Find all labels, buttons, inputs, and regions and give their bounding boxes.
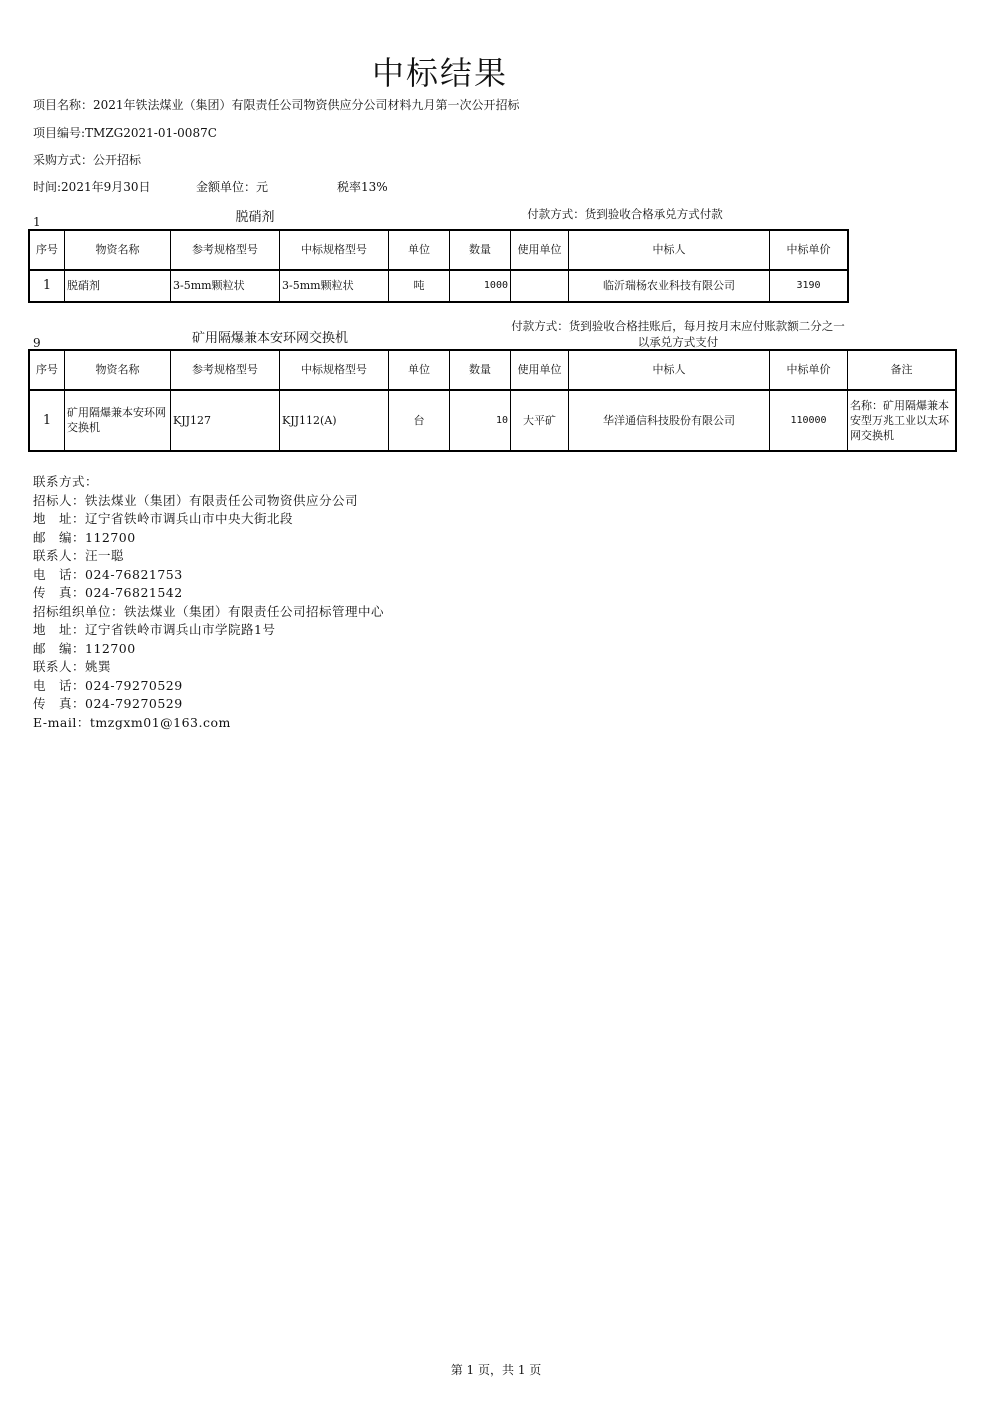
project-number: 项目编号:TMZG2021-01-0087C xyxy=(33,126,217,140)
bid-table-2 xyxy=(29,350,956,451)
cell-remark: 名称：矿用隔爆兼本安型万兆工业以太环网交换机 xyxy=(848,390,956,451)
payment-terms: 付款方式：货到验收合格挂账后，每月按月末应付账款额二分之一以承兑方式支付 xyxy=(511,319,845,349)
cell-price: 3190 xyxy=(770,270,848,302)
group-title: 脱硝剂 xyxy=(235,210,275,225)
table-header-row xyxy=(30,351,956,390)
group-number: 1 xyxy=(33,215,41,229)
payment-terms: 付款方式：货到验收合格承兑方式付款 xyxy=(527,207,723,221)
header-cell: 参考规格型号 xyxy=(171,351,280,390)
cell-ref-spec: 3-5mm颗粒状 xyxy=(171,270,280,302)
currency-unit: 金额单位：元 xyxy=(196,180,269,194)
contact-line: 传 真：024-76821542 xyxy=(33,585,183,600)
contact-line: 联系人：汪一聪 xyxy=(33,548,125,563)
group-title: 矿用隔爆兼本安环网交换机 xyxy=(191,331,348,346)
contact-email: E-mail：tmzgxm01@163.com xyxy=(33,714,231,730)
cell-bid-spec: 3-5mm颗粒状 xyxy=(280,270,389,302)
header-cell: 物资名称 xyxy=(65,351,171,390)
date: 时间:2021年9月30日 xyxy=(33,180,151,194)
table-header-row xyxy=(30,231,848,270)
header-cell: 中标单价 xyxy=(770,351,848,390)
contact-line: 联系人：姚巽 xyxy=(33,659,112,674)
cell-seq: 1 xyxy=(30,270,65,302)
cell-unit: 台 xyxy=(389,390,450,451)
procurement-method: 采购方式：公开招标 xyxy=(33,153,142,167)
contact-line: 电 话：024-79270529 xyxy=(33,677,183,693)
contact-line: 地 址：辽宁省铁岭市调兵山市中央大街北段 xyxy=(33,511,294,526)
contact-line: 邮 编：112700 xyxy=(33,640,136,656)
cell-seq: 1 xyxy=(30,390,65,451)
page-footer: 第 1 页，共 1 页 xyxy=(450,1363,542,1377)
header-cell: 物资名称 xyxy=(65,231,171,270)
cell-quantity: 1000 xyxy=(450,270,511,302)
table-row xyxy=(30,270,848,302)
header-cell: 中标单价 xyxy=(770,231,848,270)
contact-line: 地 址：辽宁省铁岭市调兵山市学院路1号 xyxy=(33,622,276,637)
header-cell: 中标人 xyxy=(569,231,770,270)
header-cell: 数量 xyxy=(450,351,511,390)
contact-line: 招标组织单位：铁法煤业（集团）有限责任公司招标管理中心 xyxy=(33,603,385,619)
cell-price: 110000 xyxy=(770,390,848,451)
tax-rate: 税率13% xyxy=(337,180,388,194)
contact-heading: 联系方式： xyxy=(33,474,99,489)
contact-line: 传 真：024-79270529 xyxy=(33,696,183,711)
cell-winner: 临沂瑞杨农业科技有限公司 xyxy=(569,270,770,302)
cell-quantity: 10 xyxy=(450,390,511,451)
cell-bid-spec: KJJ112(A) xyxy=(280,390,389,451)
cell-winner: 华洋通信科技股份有限公司 xyxy=(569,390,770,451)
cell-ref-spec: KJJ127 xyxy=(171,390,280,451)
header-cell: 中标规格型号 xyxy=(280,231,389,270)
header-cell: 使用单位 xyxy=(511,351,569,390)
cell-material: 脱硝剂 xyxy=(65,270,171,302)
header-cell: 中标规格型号 xyxy=(280,351,389,390)
contact-line: 邮 编：112700 xyxy=(33,529,136,545)
header-cell: 数量 xyxy=(450,231,511,270)
cell-unit: 吨 xyxy=(389,270,450,302)
header-cell: 序号 xyxy=(30,231,65,270)
header-cell: 序号 xyxy=(30,351,65,390)
cell-user: 大平矿 xyxy=(511,390,569,451)
project-name: 项目名称：2021年铁法煤业（集团）有限责任公司物资供应分公司材料九月第一次公开招标 xyxy=(33,98,520,112)
table-row xyxy=(30,390,956,451)
group-number: 9 xyxy=(33,336,41,350)
contact-line: 招标人：铁法煤业（集团）有限责任公司物资供应分公司 xyxy=(33,492,359,508)
page-title: 中标结果 xyxy=(371,54,508,92)
header-cell: 单位 xyxy=(389,351,450,390)
header-cell: 单位 xyxy=(389,231,450,270)
contact-info xyxy=(33,473,384,732)
header-cell: 参考规格型号 xyxy=(171,231,280,270)
header-cell: 中标人 xyxy=(569,351,770,390)
header-cell: 使用单位 xyxy=(511,231,569,270)
contact-line: 电 话：024-76821753 xyxy=(33,566,183,582)
bid-table-1 xyxy=(29,230,848,302)
cell-material: 矿用隔爆兼本安环网交换机 xyxy=(65,390,171,451)
header-cell: 备注 xyxy=(848,351,956,390)
cell-user xyxy=(511,270,569,302)
